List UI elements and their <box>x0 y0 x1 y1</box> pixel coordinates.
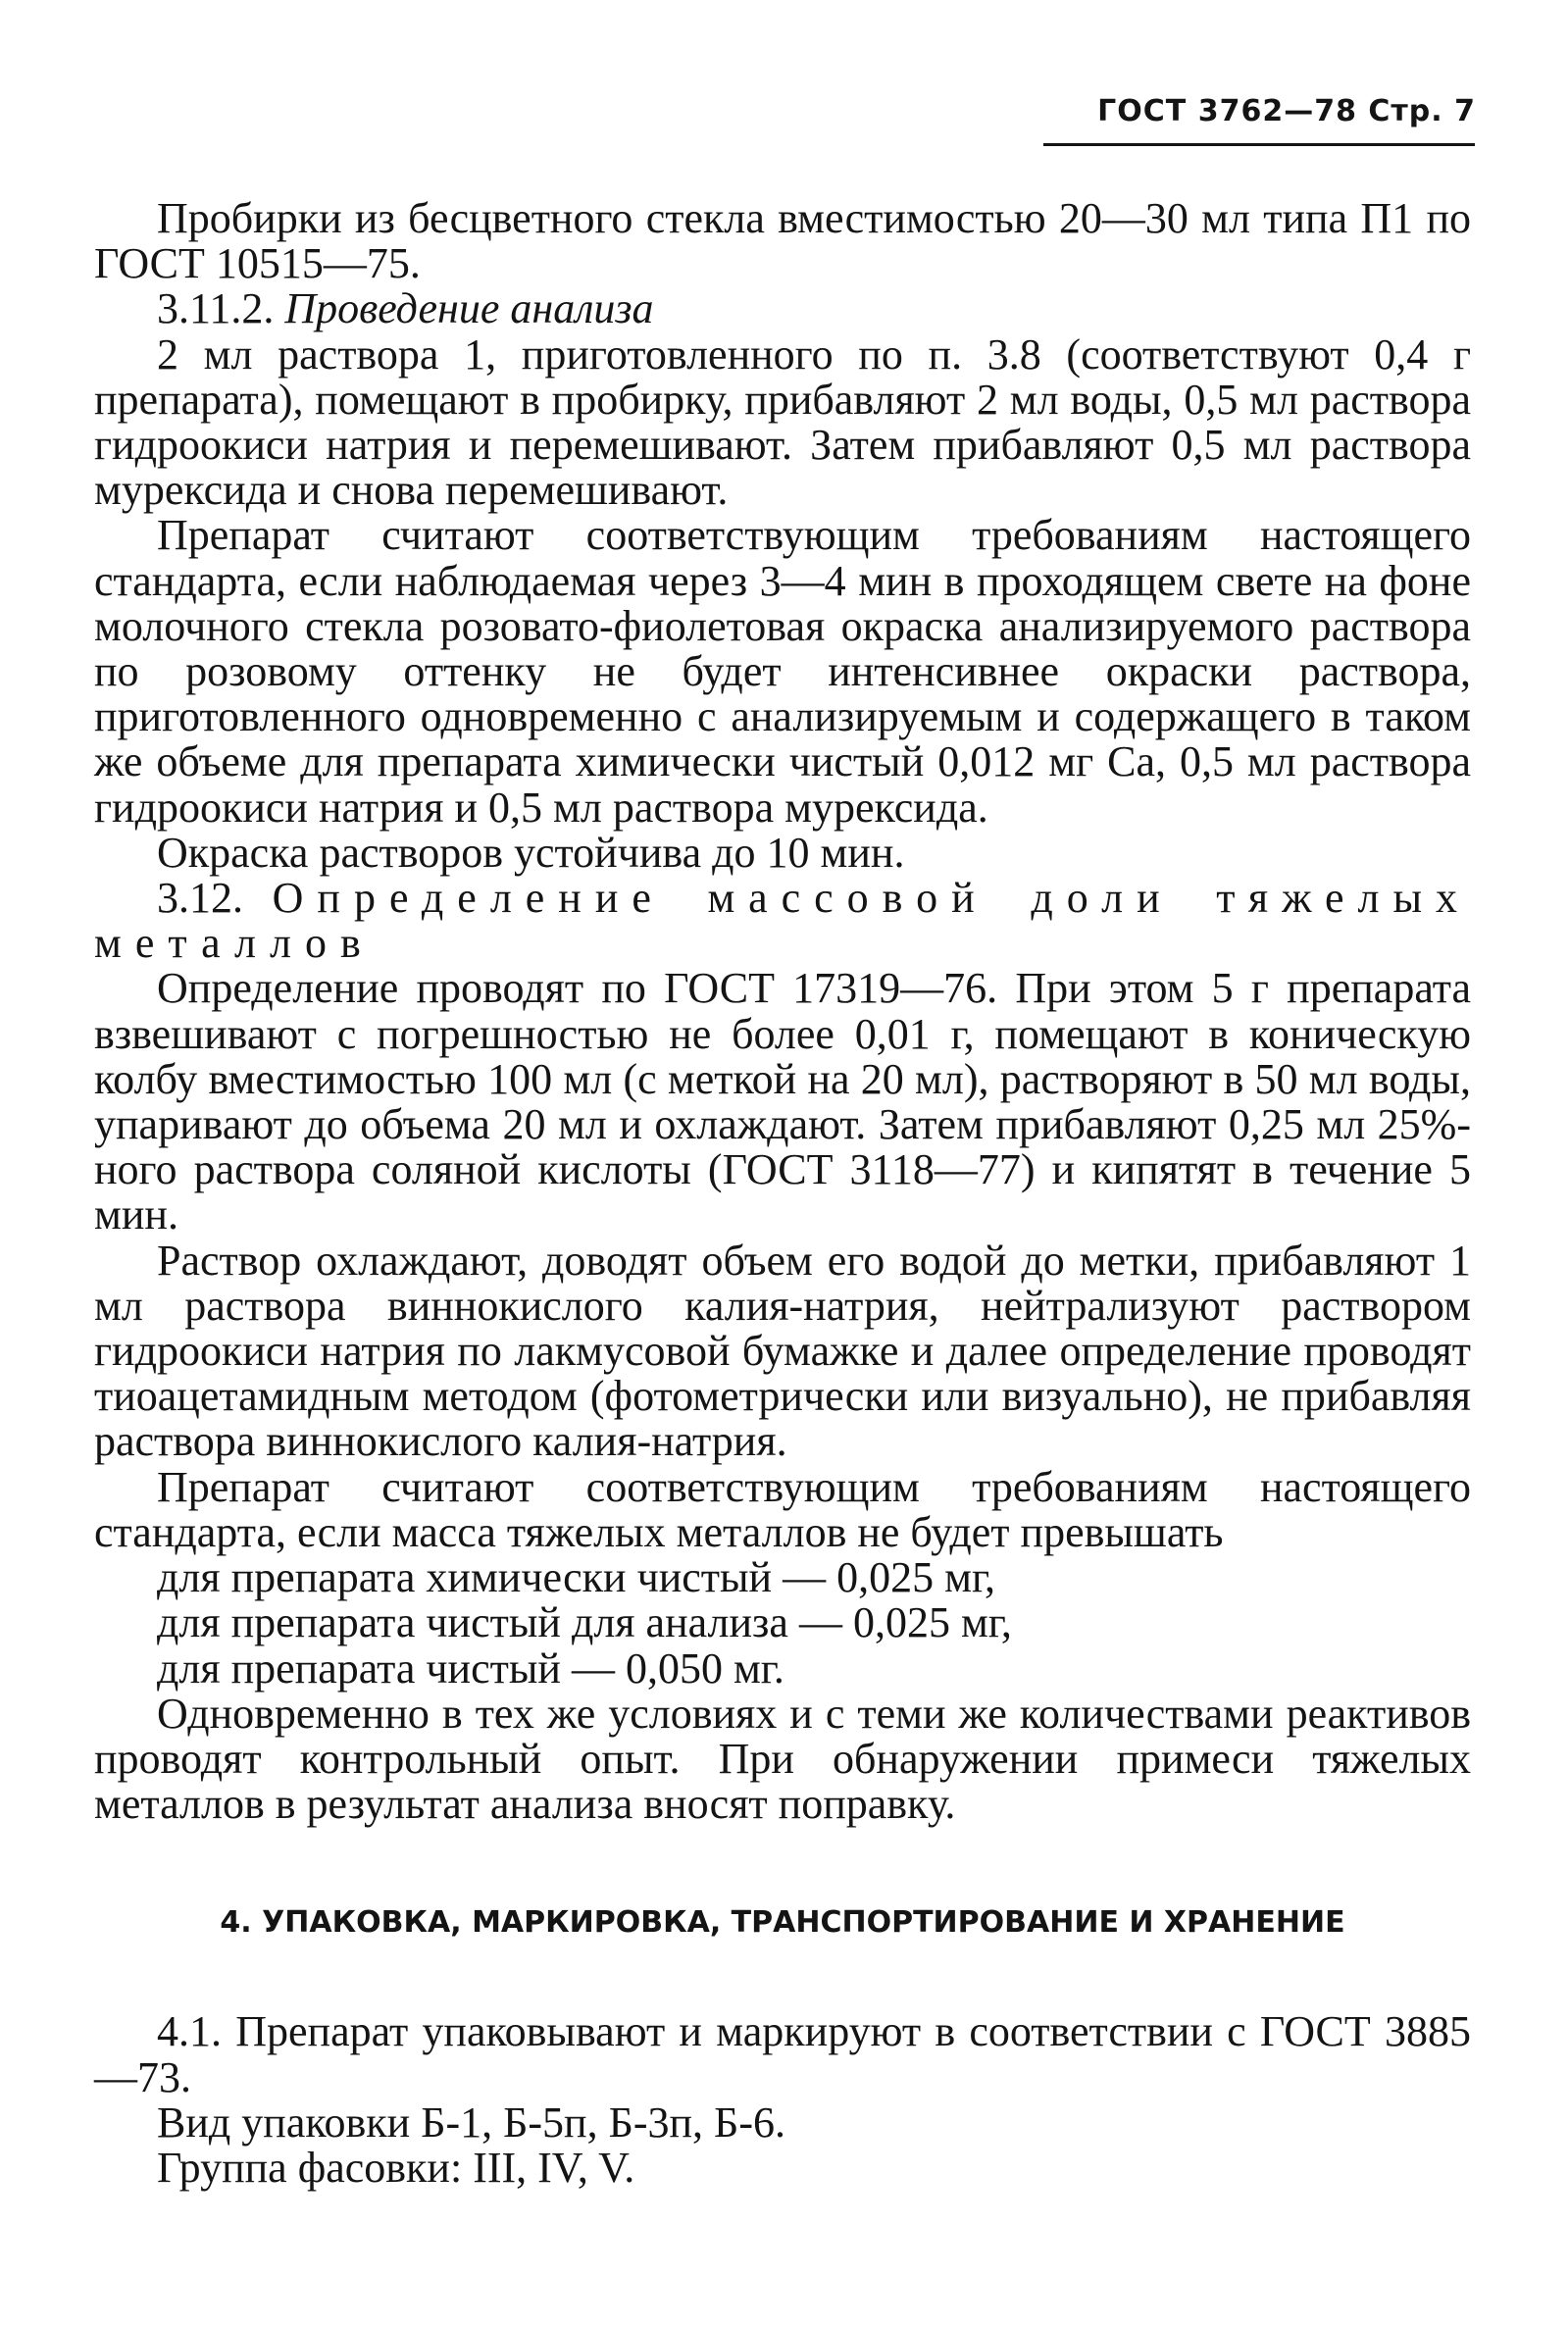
limit-line: для препарата чистый для анализа — 0,025 мг, <box>157 1598 1012 1647</box>
clause-3-11-2 <box>94 286 1471 331</box>
clause-title: Проведение анализа <box>284 284 654 333</box>
paragraph-acceptance-calcium: Препарат считают соответствующим требованиям настоящего стандарта, если наблюдаемая через 3—4 мин в проходящем свете на фоне молочного стекла розовато-фиолетовая окраска анализируемого раствора по розовому оттенку не будет интенсивнее окраски раствора, приготовленного одновременно с анализируемым и содержащего в таком же объеме для препарата химически чистый 0,012 мг Са, 0,5 мл раствора гидроокиси натрия и 0,5 мл раствора мурексида. <box>94 511 1471 832</box>
limit-line: для препарата химически чистый — 0,025 мг, <box>157 1553 996 1602</box>
clause-title: Определение массовой доли тяжелых металлов <box>94 874 1472 968</box>
paragraph-acceptance-heavy-metals: Препарат считают соответствующим требованиям настоящего стандарта, если масса тяжелых металлов не будет превышать <box>94 1462 1471 1556</box>
clause-3-12 <box>94 876 1471 966</box>
paragraph-package-type: Вид упаковки Б-1, Б-5п, Б-3п, Б-6. <box>157 2098 785 2147</box>
page-body <box>94 196 1471 2191</box>
paragraph-packaging: 4.1. Препарат упаковывают и маркируют в соответствии с ГОСТ 3885—73. <box>94 2007 1471 2101</box>
header-rule <box>1043 143 1475 146</box>
clause-number: 3.12. <box>157 874 243 923</box>
paragraph-packing-group: Группа фасовки: III, IV, V. <box>157 2143 635 2192</box>
paragraph-heavy-metals-procedure: Раствор охлаждают, доводят объем его водой до метки, прибавляют 1 мл раствора виннокислого калия-натрия, нейтрализуют раствором гидроокиси натрия по лакмусовой бумажке и далее определение проводят тиоацетамидным методом (фотометрически или визуально), не прибавляя раствора виннокислого калия-натрия. <box>94 1236 1471 1466</box>
paragraph-color-stability: Окраска растворов устойчива до 10 мин. <box>157 828 905 877</box>
clause-number: 3.11.2. <box>157 284 275 333</box>
limit-line: для препарата чистый — 0,050 мг. <box>157 1643 784 1693</box>
paragraph-control-test: Одновременно в тех же условиях и с теми же количествами реактивов проводят контрольный опыт. При обнаружении примеси тяжелых металлов в результат анализа вносят поправку. <box>94 1689 1471 1829</box>
paragraph-test-tubes: Пробирки из бесцветного стекла вместимостью 20—30 мл типа П1 по ГОСТ 10515—75. <box>94 194 1471 288</box>
section-4-heading: 4. УПАКОВКА, МАРКИРОВКА, ТРАНСПОРТИРОВАНИЕ И ХРАНЕНИЕ <box>220 1905 1345 1941</box>
page-header: ГОСТ 3762—78 Стр. 7 <box>1097 94 1476 128</box>
paragraph-procedure: 2 мл раствора 1, приготовленного по п. 3.8 (соответствуют 0,4 г препарата), помещают в пробирку, прибавляют 2 мл воды, 0,5 мл раствора гидроокиси натрия и перемешивают. Затем прибавляют 0,5 мл раствора мурексида и снова перемешивают. <box>94 329 1471 515</box>
paragraph-heavy-metals-method: Определение проводят по ГОСТ 17319—76. При этом 5 г препарата взвешивают с погрешностью не более 0,01 г, помещают в коническую колбу вместимостью 100 мл (с меткой на 20 мл), растворяют в 50 мл воды, упаривают до объема 20 мл и охлаждают. Затем прибавляют 0,25 мл 25%-ного раствора соляной кислоты (ГОСТ 3118—77) и кипятят в течение 5 мин. <box>94 964 1471 1239</box>
